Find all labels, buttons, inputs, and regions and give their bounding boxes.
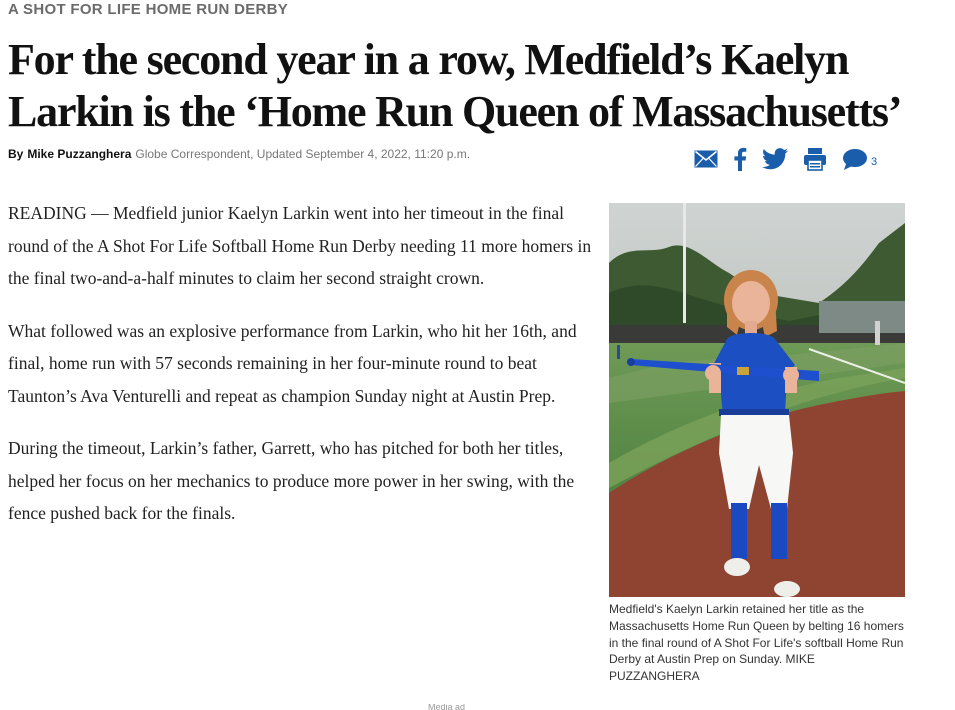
section-kicker[interactable]: A SHOT FOR LIFE HOME RUN DERBY xyxy=(8,1,289,18)
below-fold-stub: Media ad xyxy=(428,704,466,710)
comment-count[interactable]: 3 xyxy=(871,156,878,168)
paragraph-1: READING — Medfield junior Kaelyn Larkin went into her timeout in the final round of the A Shot For Life Softball Home Run Derby needing 11 more homers in the final two-and-a-half minutes to claim her second straight crown. xyxy=(8,203,592,288)
byline-author[interactable]: Mike Puzzanghera xyxy=(27,147,132,161)
share-toolbar xyxy=(694,144,877,174)
article-headline: For the second year in a row, Medfield’s Kaelyn Larkin is the ‘Home Run Queen of Massachusetts’ xyxy=(8,35,902,136)
paragraph-3: During the timeout, Larkin’s father, Garrett, who has pitched for both her titles, helped her focus on her mechanics to produce more power in her swing, with the fence pushed back for the finals. xyxy=(8,438,575,523)
twitter-icon[interactable] xyxy=(762,148,788,170)
byline-role-date: Globe Correspondent, Updated September 4, 2022, 11:20 p.m. xyxy=(135,147,471,161)
article-body xyxy=(8,197,598,550)
photo-caption: Medfield's Kaelyn Larkin retained her title as the Massachusetts Home Run Queen by belting 16 homers in the final round of A Shot For Life's softball Home Run Derby at Austin Prep on Sunday. MIKE PUZZANGHERA xyxy=(609,602,904,684)
article-photo[interactable] xyxy=(609,203,905,597)
comment-icon[interactable] xyxy=(842,148,868,170)
paragraph-2: What followed was an explosive performance from Larkin, who hit her 16th, and final, home run with 57 seconds remaining in her four-minute round to beat Taunton’s Ava Venturelli and repeat as champion Sunday night at Austin Prep. xyxy=(8,320,577,406)
print-icon[interactable] xyxy=(803,147,827,171)
byline-by: By xyxy=(8,147,24,161)
email-icon[interactable] xyxy=(694,150,718,168)
facebook-icon[interactable] xyxy=(733,147,747,171)
byline xyxy=(8,147,470,161)
